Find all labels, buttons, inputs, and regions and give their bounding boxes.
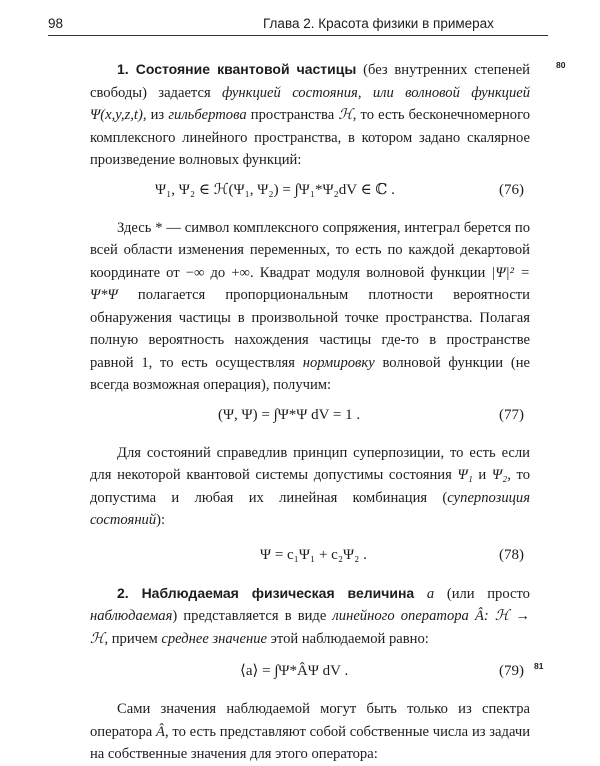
- equation-76-formula: Ψ₁, Ψ₂ ∈ ℋ(Ψ₁, Ψ₂) = ∫Ψ₁*Ψ₂dV ∈ ℂ .: [155, 181, 395, 198]
- equation-79-number: (79): [499, 663, 524, 679]
- chapter-title: Глава 2. Красота физики в примерах: [263, 16, 494, 31]
- paragraph-2: Здесь * — символ комплексного сопряжения, интеграл берется по всей области изменения переменных, то есть по каждой декартовой координате от −∞ до +∞. Квадрат модуля волновой функции |Ψ|² = Ψ*Ψ полагается пропорциональным плотности вероятности обнаружения частицы в произвольной точке пространства. Полагая полную вероятность нахождения частицы где-то в пространстве равной 1, то есть осуществляя нормировку волновой функции (не всегда возможная операция), получим:: [90, 219, 531, 393]
- equation-79-formula: ⟨a⟩ = ∫Ψ*ÂΨ dV .: [240, 663, 349, 679]
- modulus-squared-formula: |Ψ|² = Ψ*Ψ: [90, 264, 530, 303]
- equation-77-number: (77): [499, 406, 524, 423]
- equation-76-number: (76): [499, 181, 524, 198]
- equation-76: [90, 179, 530, 203]
- equation-77: [90, 404, 530, 428]
- section-2-paragraph: 2. Наблюдаемая физическая величина a (или просто наблюдаемая) представляется в виде линейного оператора Â: ℋ → ℋ, причем среднее значение этой наблюдаемой равно:: [90, 584, 530, 647]
- paragraph-3: Для состояний справедлив принцип суперпозиции, то есть если для некоторой квантовой системы допустимы состояния Ψ₁ и Ψ₂, то допустима и любая их линейная комбинация (суперпозиция состояний):: [90, 444, 531, 528]
- page-number: 98: [48, 16, 64, 31]
- section-1-paragraph: 1. Состояние квантовой частицы (без внутренних степеней свободы) задается функцией состояния, или волновой функцией Ψ(x,y,z,t), из гильбертова пространства ℋ, то есть бесконечномерного комплексного линейного пространства, в котором задано скалярное произведение волновых функций:: [90, 61, 531, 168]
- equation-79: [90, 660, 530, 684]
- equation-78-number: (78): [499, 546, 524, 563]
- paragraph-5: Сами значения наблюдаемой могут быть только из спектра оператора Â, то есть представляют собой собственные числа из задачи на собственные значения для этого оператора:: [90, 701, 531, 762]
- equation-78-formula: Ψ = c₁Ψ₁ + c₂Ψ₂ .: [260, 546, 367, 563]
- page-header: [48, 14, 548, 36]
- margin-note-80: 80: [556, 60, 566, 70]
- equation-77-formula: (Ψ, Ψ) = ∫Ψ*Ψ dV = 1 .: [218, 406, 361, 423]
- page-body: [90, 58, 530, 766]
- section-1-heading: 1. Состояние квантовой частицы: [117, 61, 357, 77]
- header-rule: [48, 35, 548, 36]
- section-2-heading: 2. Наблюдаемая физическая величина: [117, 584, 415, 601]
- equation-78: [90, 544, 530, 568]
- margin-note-81: 81: [534, 661, 544, 671]
